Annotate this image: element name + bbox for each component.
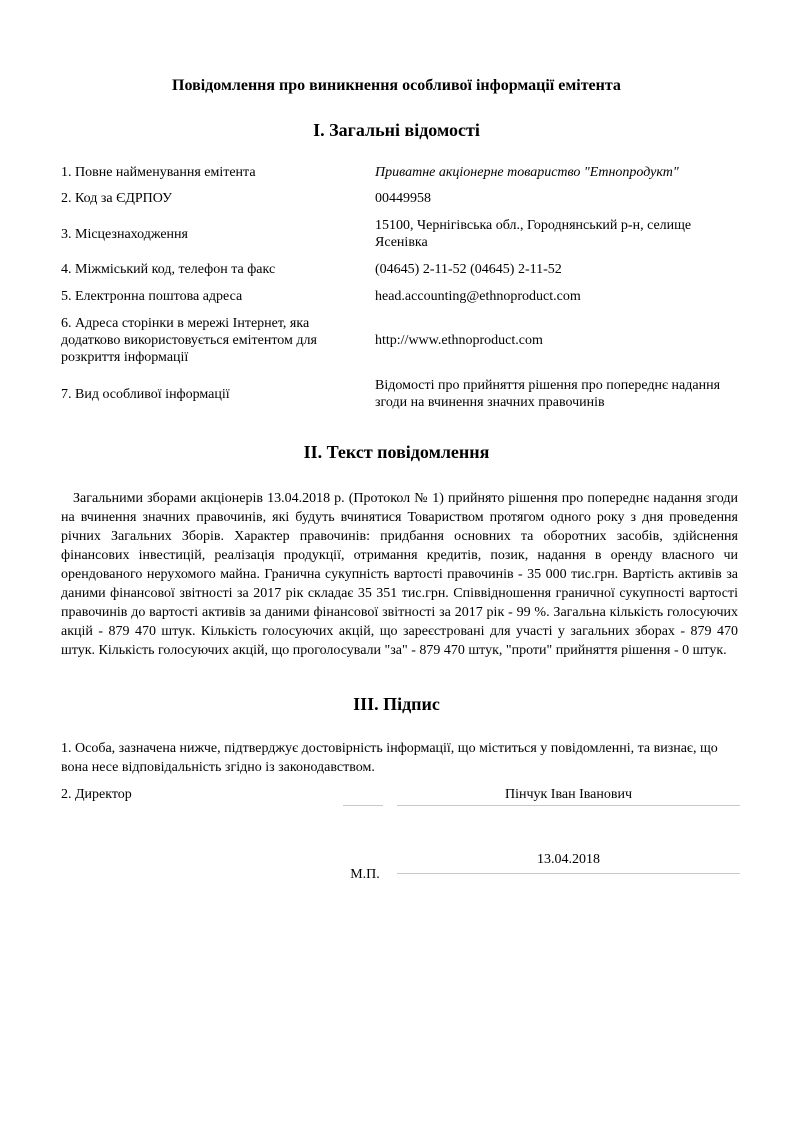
section-1-title: I. Загальні відомості [313, 120, 480, 140]
info-label-website: 6. Адреса сторінки в мережі Інтернет, яка додатково використовується емітентом для розкриття інформації [61, 316, 317, 365]
info-value-website: http://www.ethnoproduct.com [375, 333, 543, 348]
position-label: 2. Директор [61, 787, 132, 802]
info-label-info-type: 7. Вид особливої інформації [61, 387, 230, 402]
info-label-location: 3. Місцезнаходження [61, 227, 188, 242]
date-line [397, 873, 740, 874]
info-label-phone: 4. Міжміський код, телефон та факс [61, 262, 276, 277]
info-label-email: 5. Електронна поштова адреса [61, 289, 243, 304]
document-title: Повідомлення про виникнення особливої інформації емітента [172, 77, 621, 94]
section-3-title: III. Підпис [353, 694, 440, 714]
signer-name: Пінчук Іван Іванович [504, 787, 633, 802]
info-value-info-type: Відомості про прийняття рішення про попереднє надання згоди на вчинення значних правочинів [375, 378, 721, 410]
info-value-email: head.accounting@ethnoproduct.com [375, 289, 581, 304]
info-value-edrpou: 00449958 [375, 191, 431, 206]
signature-date: 13.04.2018 [537, 852, 600, 867]
signer-name-line [397, 805, 740, 806]
confirmation-text: 1. Особа, зазначена нижче, підтверджує достовірність інформації, що міститься у повідомленні, та визнає, що вона несе відповідальність згідно із законодавством. [61, 741, 718, 775]
info-value-phone: (04645) 2-11-52 (04645) 2-11-52 [375, 262, 562, 277]
info-value-location: 15100, Чернігівська обл., Городнянський р-н, селище Ясенівка [375, 218, 692, 250]
section-2-title: II. Текст повідомлення [303, 442, 490, 462]
info-value-name: Приватне акціонерне товариство "Етнопродукт" [375, 165, 679, 180]
seal-label: М.П. [350, 867, 380, 882]
message-text: Загальними зборами акціонерів 13.04.2018 р. (Протокол № 1) прийнято рішення про попереднє надання згоди на вчинення значних правочинів, які будуть вчинятися Товариством протягом одного року з дня проведення річних Загальних Зборів. Характер правочинів: придбання основних та оборотних засобів, здійснення фінансових інвестицій, реалізація продукції, отримання кредитів, позик, надання в оренду власного чи орендованого нерухомого майна. Гранична сукупність вартості правочинів - 35 000 тис.грн. Вартість активів за даними фінансової звітності за 2017 рік складає 35 351 тис.грн. Співвідношення граничної сукупності вартості правочинів до вартості активів за даними фінансової звітності за 2017 рік - 99 %. Загальна кількість голосуючих акцій - 879 470 штук. Кількість голосуючих акцій, що зареєстровані для участі у загальних зборах - 879 470 штук. Кількість голосуючих акцій, що проголосували "за" - 879 470 штук, "проти" прийняття рішення - 0 штук. [61, 491, 738, 658]
info-label-name: 1. Повне найменування емітента [61, 165, 256, 180]
signature-line [343, 805, 383, 806]
info-label-edrpou: 2. Код за ЄДРПОУ [61, 191, 173, 206]
